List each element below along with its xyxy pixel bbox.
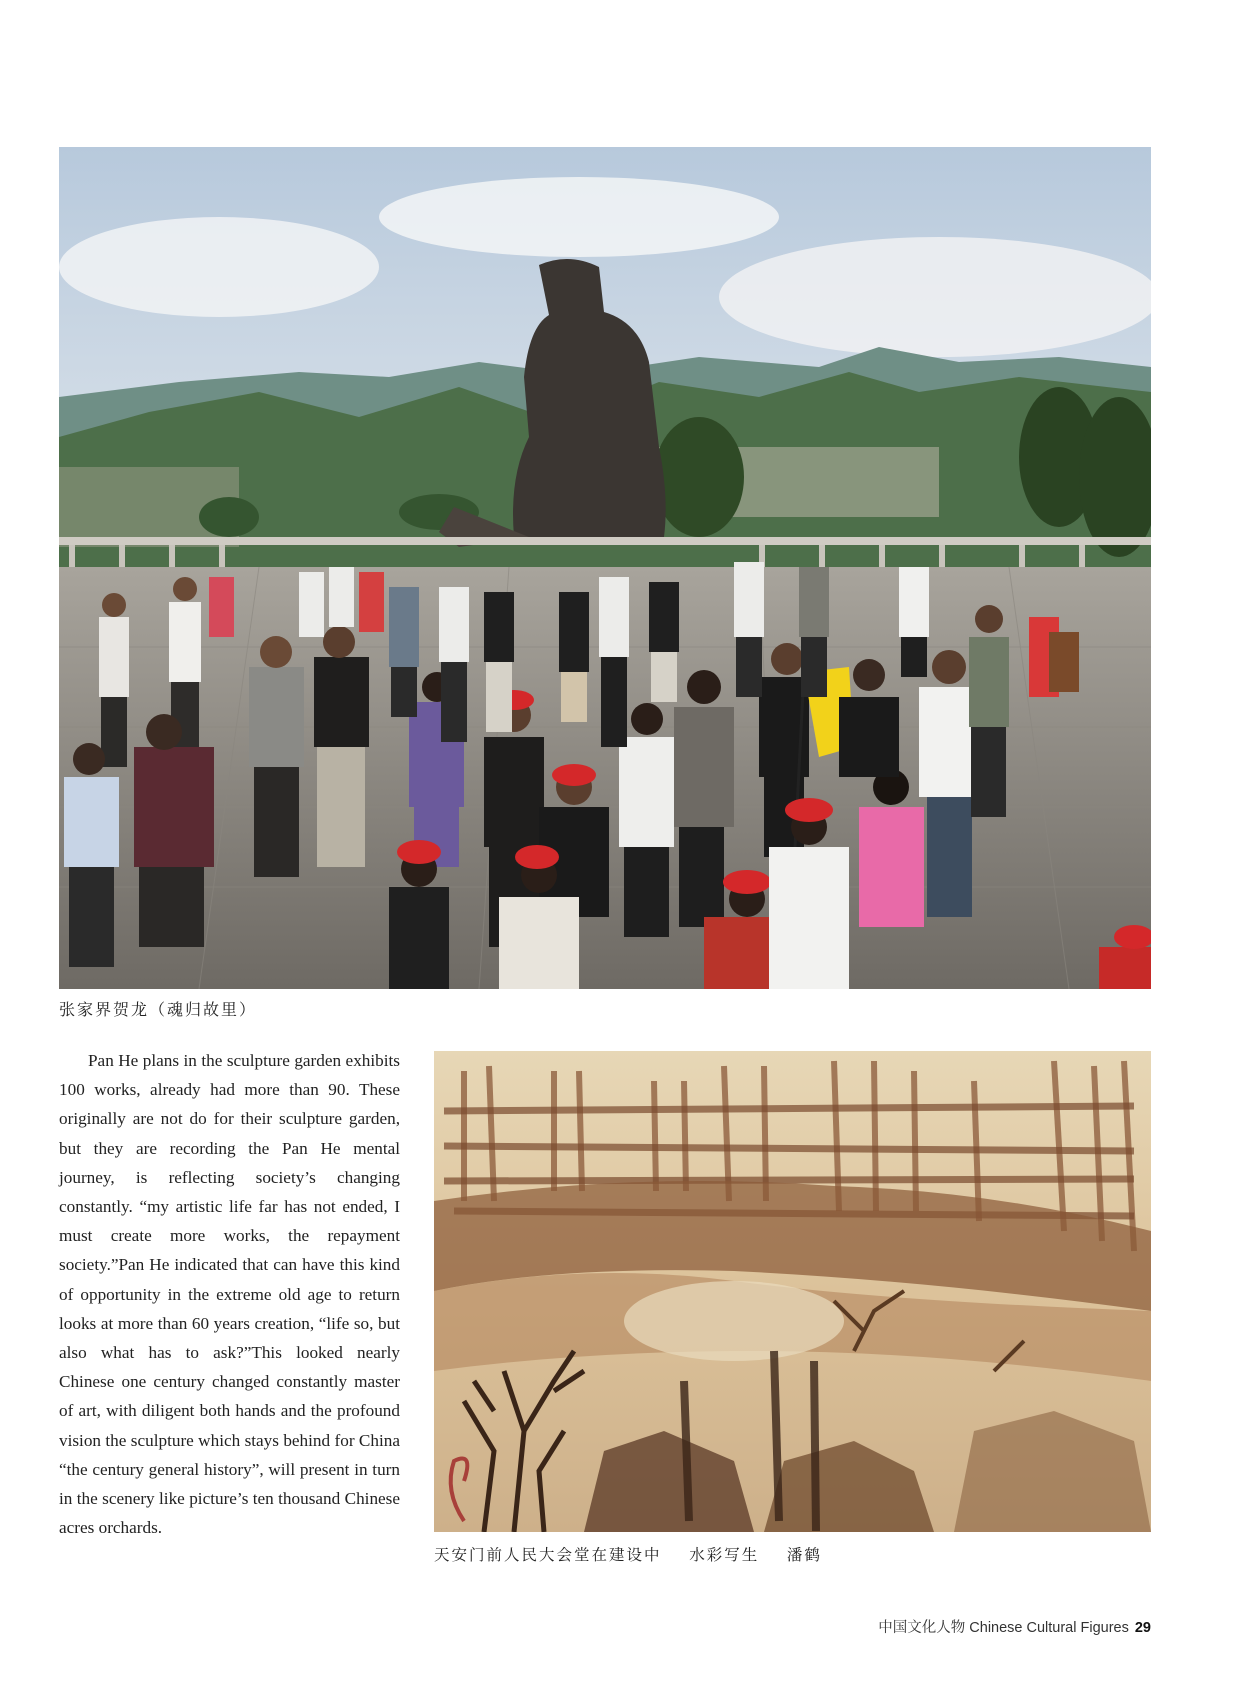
page-number: 29 <box>1134 1620 1151 1636</box>
article-paragraph: Pan He plans in the sculpture garden exhibits 100 works, already had more than 90. These originally are not do for their sculpture garden, but they are recording the Pan He mental journey, is reflecting society’s changing constantly. “my artistic life far has not ended, I must create more works, the repayment society.”Pan He indicated that can have this kind of opportunity in the extreme old age to return looks at more than 60 years creation, “life so, but also what has to ask?”This looked nearly Chinese one century changed constantly master of art, with diligent both hands and the profound vision the sculpture which stays behind for China “the century general history”, will present in turn in the scenery like picture’s ten thousand Chinese acres orchards. <box>59 1051 400 1538</box>
statue-photo-illustration <box>59 147 1151 989</box>
statue-photo <box>59 147 1151 989</box>
page-footer <box>878 1616 1151 1637</box>
article-body <box>59 1046 400 1542</box>
publication-name: 中国文化人物 Chinese Cultural Figures <box>878 1620 1129 1636</box>
photo-caption: 张家界贺龙（魂归故里） <box>59 1000 258 1019</box>
watercolor-painting-illustration <box>434 1051 1151 1532</box>
watercolor-painting <box>434 1051 1151 1532</box>
painting-caption: 天安门前人民大会堂在建设中 水彩写生 潘鹤 <box>434 1546 822 1564</box>
